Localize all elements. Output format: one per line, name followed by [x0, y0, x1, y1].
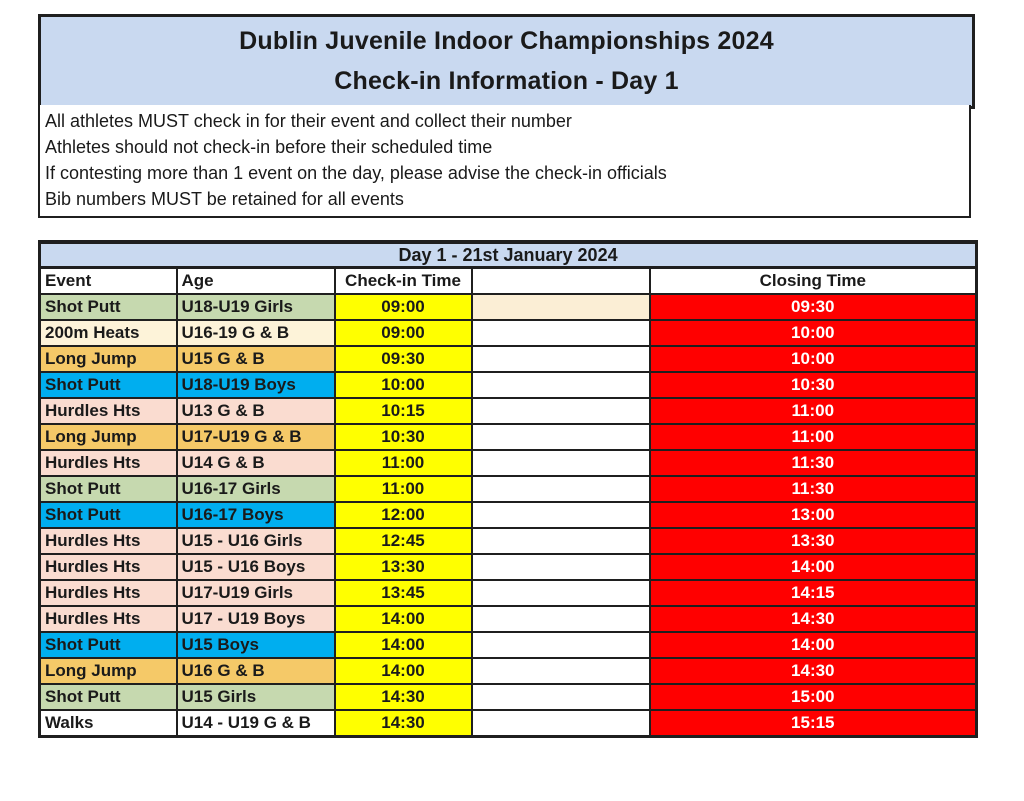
age-cell: U16-17 Boys	[177, 502, 335, 528]
closing-cell: 15:15	[650, 710, 977, 737]
note-line-2: Athletes should not check-in before their scheduled time	[45, 137, 493, 157]
column-header-closing: Closing Time	[650, 268, 977, 295]
page-subtitle: Check-in Information - Day 1	[334, 67, 679, 95]
page-title: Dublin Juvenile Indoor Championships 2024	[239, 27, 774, 55]
table-row	[40, 372, 977, 398]
age-cell: U15 Girls	[177, 684, 335, 710]
column-header-age: Age	[177, 268, 335, 295]
age-cell: U14 - U19 G & B	[177, 710, 335, 737]
age-cell: U15 - U16 Girls	[177, 528, 335, 554]
event-cell: Long Jump	[40, 424, 177, 450]
event-cell: Hurdles Hts	[40, 580, 177, 606]
checkin-cell: 10:15	[335, 398, 472, 424]
closing-cell: 14:30	[650, 658, 977, 684]
spacer-cell	[472, 606, 650, 632]
spacer-cell	[472, 294, 650, 320]
table-row	[40, 398, 977, 424]
checkin-cell: 13:45	[335, 580, 472, 606]
event-cell: Shot Putt	[40, 632, 177, 658]
closing-cell: 14:30	[650, 606, 977, 632]
closing-cell: 15:00	[650, 684, 977, 710]
spacer-cell	[472, 398, 650, 424]
table-row	[40, 710, 977, 737]
checkin-cell: 09:30	[335, 346, 472, 372]
closing-cell: 14:00	[650, 554, 977, 580]
table-row	[40, 580, 977, 606]
event-cell: Long Jump	[40, 346, 177, 372]
closing-cell: 13:00	[650, 502, 977, 528]
closing-cell: 09:30	[650, 294, 977, 320]
closing-cell: 11:30	[650, 476, 977, 502]
closing-cell: 13:30	[650, 528, 977, 554]
age-cell: U16 G & B	[177, 658, 335, 684]
closing-cell: 11:00	[650, 424, 977, 450]
table-row	[40, 684, 977, 710]
table-row	[40, 346, 977, 372]
event-cell: 200m Heats	[40, 320, 177, 346]
checkin-cell: 14:00	[335, 606, 472, 632]
table-row	[40, 294, 977, 320]
age-cell: U18-U19 Girls	[177, 294, 335, 320]
checkin-cell: 09:00	[335, 320, 472, 346]
spacer-cell	[472, 372, 650, 398]
checkin-cell: 09:00	[335, 294, 472, 320]
spacer-cell	[472, 320, 650, 346]
spacer-cell	[472, 554, 650, 580]
column-header-event: Event	[40, 268, 177, 295]
event-cell: Hurdles Hts	[40, 528, 177, 554]
age-cell: U15 G & B	[177, 346, 335, 372]
spacer-cell	[472, 632, 650, 658]
event-cell: Shot Putt	[40, 502, 177, 528]
event-cell: Long Jump	[40, 658, 177, 684]
checkin-cell: 14:00	[335, 658, 472, 684]
age-cell: U15 - U16 Boys	[177, 554, 335, 580]
event-cell: Shot Putt	[40, 684, 177, 710]
age-cell: U13 G & B	[177, 398, 335, 424]
closing-cell: 10:00	[650, 346, 977, 372]
closing-cell: 11:30	[650, 450, 977, 476]
checkin-cell: 12:45	[335, 528, 472, 554]
event-cell: Hurdles Hts	[40, 606, 177, 632]
checkin-cell: 11:00	[335, 450, 472, 476]
event-cell: Shot Putt	[40, 372, 177, 398]
note-line-3: If contesting more than 1 event on the day, please advise the check-in officials	[45, 163, 667, 183]
checkin-cell: 10:00	[335, 372, 472, 398]
event-cell: Hurdles Hts	[40, 554, 177, 580]
spacer-cell	[472, 528, 650, 554]
event-cell: Hurdles Hts	[40, 398, 177, 424]
event-cell: Shot Putt	[40, 476, 177, 502]
spacer-cell	[472, 710, 650, 737]
schedule-table	[38, 240, 978, 738]
event-cell: Shot Putt	[40, 294, 177, 320]
title-box	[38, 14, 975, 109]
table-row	[40, 606, 977, 632]
table-row	[40, 632, 977, 658]
checkin-cell: 14:30	[335, 684, 472, 710]
checkin-cell: 12:00	[335, 502, 472, 528]
column-header-row	[40, 268, 977, 295]
notes-box	[38, 105, 971, 218]
age-cell: U17-U19 G & B	[177, 424, 335, 450]
checkin-cell: 14:00	[335, 632, 472, 658]
spacer-cell	[472, 476, 650, 502]
closing-cell: 11:00	[650, 398, 977, 424]
spacer-cell	[472, 450, 650, 476]
table-row	[40, 320, 977, 346]
table-row	[40, 502, 977, 528]
event-cell: Walks	[40, 710, 177, 737]
column-header-checkin: Check-in Time	[335, 268, 472, 295]
age-cell: U15 Boys	[177, 632, 335, 658]
table-row	[40, 528, 977, 554]
note-line-1: All athletes MUST check in for their event and collect their number	[45, 111, 572, 131]
closing-cell: 14:15	[650, 580, 977, 606]
day-banner-row	[40, 242, 977, 268]
day-banner: Day 1 - 21st January 2024	[40, 242, 977, 268]
checkin-cell: 10:30	[335, 424, 472, 450]
table-row	[40, 450, 977, 476]
closing-cell: 14:00	[650, 632, 977, 658]
column-header-spacer	[472, 268, 650, 295]
note-line-4: Bib numbers MUST be retained for all events	[45, 189, 404, 209]
closing-cell: 10:30	[650, 372, 977, 398]
table-row	[40, 658, 977, 684]
spacer-cell	[472, 502, 650, 528]
spacer-cell	[472, 346, 650, 372]
age-cell: U16-17 Girls	[177, 476, 335, 502]
event-cell: Hurdles Hts	[40, 450, 177, 476]
table-row	[40, 554, 977, 580]
checkin-cell: 11:00	[335, 476, 472, 502]
table-row	[40, 424, 977, 450]
closing-cell: 10:00	[650, 320, 977, 346]
age-cell: U17 - U19 Boys	[177, 606, 335, 632]
spacer-cell	[472, 424, 650, 450]
checkin-cell: 14:30	[335, 710, 472, 737]
checkin-cell: 13:30	[335, 554, 472, 580]
table-row	[40, 476, 977, 502]
spacer-cell	[472, 580, 650, 606]
age-cell: U18-U19 Boys	[177, 372, 335, 398]
age-cell: U16-19 G & B	[177, 320, 335, 346]
spacer-cell	[472, 684, 650, 710]
age-cell: U14 G & B	[177, 450, 335, 476]
age-cell: U17-U19 Girls	[177, 580, 335, 606]
spacer-cell	[472, 658, 650, 684]
